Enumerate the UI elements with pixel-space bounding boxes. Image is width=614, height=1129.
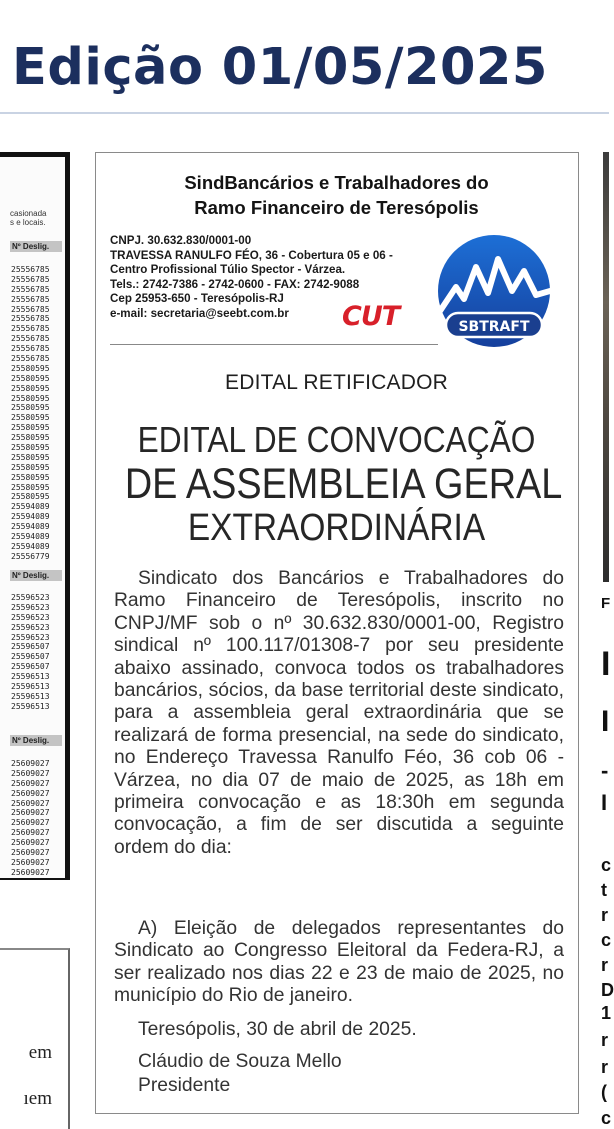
right-fragment: r	[601, 1030, 609, 1050]
left-number-row: 25580595	[11, 363, 50, 373]
left-table-header: Nº Deslig.	[10, 241, 62, 252]
left-number-row: 25580595	[11, 373, 50, 383]
left-caption-line: casionada	[10, 209, 47, 218]
right-fragment: 1	[601, 1003, 612, 1023]
left-number-row: 25580595	[11, 452, 50, 462]
left-number-row: 25556779	[11, 551, 50, 561]
right-fragment: I	[601, 790, 608, 815]
right-fragment: -	[601, 758, 609, 783]
left-lower-column	[0, 948, 70, 1129]
left-number-row: 25596513	[11, 701, 50, 711]
headline-line-2: DE ASSEMBLEIA GERAL	[124, 460, 563, 508]
right-fragment: c	[601, 930, 612, 950]
left-number-row: 25580595	[11, 472, 50, 482]
left-number-row: 25580595	[11, 433, 50, 443]
left-number-row: 25609027	[11, 778, 50, 788]
left-number-row: 25609027	[11, 798, 50, 808]
title-divider	[0, 112, 609, 114]
org-name-line: Ramo Financeiro de Teresópolis	[194, 197, 479, 218]
sbtraft-logo-text: SBTRAFT	[458, 319, 530, 335]
contact-divider	[110, 344, 438, 345]
left-number-row: 25580595	[11, 462, 50, 472]
page-title: Edição 01/05/2025	[12, 38, 548, 97]
right-cropped-photo	[603, 152, 609, 582]
left-number-row: 25580595	[11, 492, 50, 502]
contact-cep: Cep 25953-650 - Teresópolis-RJ	[110, 292, 284, 305]
left-number-row: 25594089	[11, 512, 50, 522]
left-number-row: 25580595	[11, 423, 50, 433]
right-fragment: D	[601, 980, 614, 1000]
left-number-row: 25609027	[11, 818, 50, 828]
right-fragment: t	[601, 880, 607, 900]
left-number-row: 25609027	[11, 857, 50, 867]
left-number-row: 25556785	[11, 304, 50, 314]
right-fragment: I	[601, 645, 611, 683]
contact-address-2: Centro Profissional Túlio Spector - Várzea.	[110, 263, 346, 276]
place-date: Teresópolis, 30 de abril de 2025.	[138, 1019, 417, 1040]
left-lower-fragment: ıem	[23, 1088, 52, 1109]
right-fragment: r	[601, 955, 609, 975]
headline-line-1: EDITAL DE CONVOCAÇÃO	[137, 419, 536, 460]
left-number-row: 25596507	[11, 652, 50, 662]
left-number-row: 25609027	[11, 867, 50, 877]
left-number-row: 25596523	[11, 622, 50, 632]
left-number-row: 25580595	[11, 443, 50, 453]
contact-address: TRAVESSA RANULFO FÉO, 36 - Cobertura 05 e 06 -	[110, 248, 393, 262]
signer-role: Presidente	[138, 1075, 231, 1096]
right-fragment: c	[601, 855, 612, 875]
right-fragment: r	[601, 1057, 609, 1077]
left-number-row: 25594089	[11, 541, 50, 551]
left-number-row: 25580595	[11, 383, 50, 393]
left-number-row: 25556785	[11, 284, 50, 294]
left-number-row: 25556785	[11, 344, 50, 354]
left-number-row: 25556785	[11, 265, 50, 274]
sbtraft-logo-icon	[432, 233, 556, 349]
left-number-row: 25596507	[11, 662, 50, 672]
left-neighbor-column	[0, 152, 70, 880]
left-number-row: 25596523	[11, 602, 50, 612]
left-number-row: 25609027	[11, 848, 50, 858]
left-number-list	[11, 759, 50, 878]
contact-phones: Tels.: 2742-7386 - 2742-0600 - FAX: 2742-9088	[110, 277, 360, 291]
left-number-row: 25596523	[11, 632, 50, 642]
headline	[124, 418, 563, 550]
left-number-row: 25609027	[11, 828, 50, 838]
right-fragment: (	[601, 1082, 607, 1102]
left-number-list	[11, 593, 50, 712]
agenda-item-a: A) Eleição de delegados representantes do Sindicato ao Congresso Eleitoral da Federa-RJ, a ser realizado nos dias 22 e 23 de maio de 2025, no município do Rio de janeiro.	[114, 918, 564, 1007]
left-caption	[10, 209, 46, 227]
left-number-row: 25594089	[11, 532, 50, 542]
cut-logo: CUT	[342, 301, 400, 332]
right-fragment: c	[601, 1108, 612, 1128]
left-number-row: 25580595	[11, 393, 50, 403]
right-fragment: F	[601, 595, 611, 612]
left-number-row: 25580595	[11, 413, 50, 423]
left-number-row: 25580595	[11, 482, 50, 492]
left-number-row: 25556785	[11, 314, 50, 324]
left-number-row: 25596513	[11, 682, 50, 692]
left-number-row: 25556785	[11, 334, 50, 344]
contact-email: e-mail: secretaria@seebt.com.br	[110, 306, 289, 320]
left-number-row: 25609027	[11, 808, 50, 818]
left-number-row: 25556785	[11, 274, 50, 284]
left-number-row: 25556785	[11, 324, 50, 334]
org-name	[96, 170, 577, 220]
right-fragment: r	[601, 905, 609, 925]
left-number-row: 25609027	[11, 838, 50, 848]
contact-cnpj: CNPJ. 30.632.830/0001-00	[110, 234, 252, 247]
left-table-header: Nº Deslig.	[10, 570, 62, 581]
left-table-header: Nº Deslig.	[10, 735, 62, 746]
left-number-row: 25609027	[11, 768, 50, 778]
left-number-row: 25596513	[11, 691, 50, 701]
left-number-row: 25609027	[11, 759, 50, 768]
signer-name: Cláudio de Souza Mello	[138, 1051, 342, 1072]
edital-notice	[95, 152, 579, 1114]
left-number-row: 25596513	[11, 672, 50, 682]
left-number-list	[11, 265, 50, 562]
right-fragment: I	[601, 705, 610, 738]
left-number-row: 25580595	[11, 403, 50, 413]
left-number-row: 25556785	[11, 294, 50, 304]
headline-line-3: EXTRAORDINÁRIA	[187, 507, 486, 549]
left-lower-fragment: em	[28, 1042, 52, 1063]
org-name-line: SindBancários e Trabalhadores do	[184, 172, 489, 193]
left-caption-line: s e locais.	[10, 218, 46, 227]
notice-body: Sindicato dos Bancários e Trabalhadores do Ramo Financeiro de Teresópolis, inscrito no CNPJ/MF sob o nº 30.632.830/0001-00, Registro sindical nº 100.117/01308-7 por seu presidente abaixo assinado, convoca todos os trabalhadores bancários, sócios, da base territorial deste sindicato, para a assembleia geral extraordinária que se realizará de forma presencial, na sede do sindicato, no Endereço Travessa Ranulfo Féo, 36 cob 06 - Várzea, no dia 07 de maio de 2025, as 18h em primeira convocação e as 18:30h em segunda convocação, a fim de ser discutida a seguinte ordem do dia:	[114, 568, 564, 858]
left-number-row: 25594089	[11, 502, 50, 512]
subheading: EDITAL RETIFICADOR	[225, 371, 448, 394]
left-number-row: 25596523	[11, 593, 50, 602]
left-number-row: 25594089	[11, 522, 50, 532]
left-number-row: 25609027	[11, 788, 50, 798]
left-number-row: 25596507	[11, 642, 50, 652]
left-number-row: 25556785	[11, 354, 50, 364]
left-number-row: 25596523	[11, 612, 50, 622]
